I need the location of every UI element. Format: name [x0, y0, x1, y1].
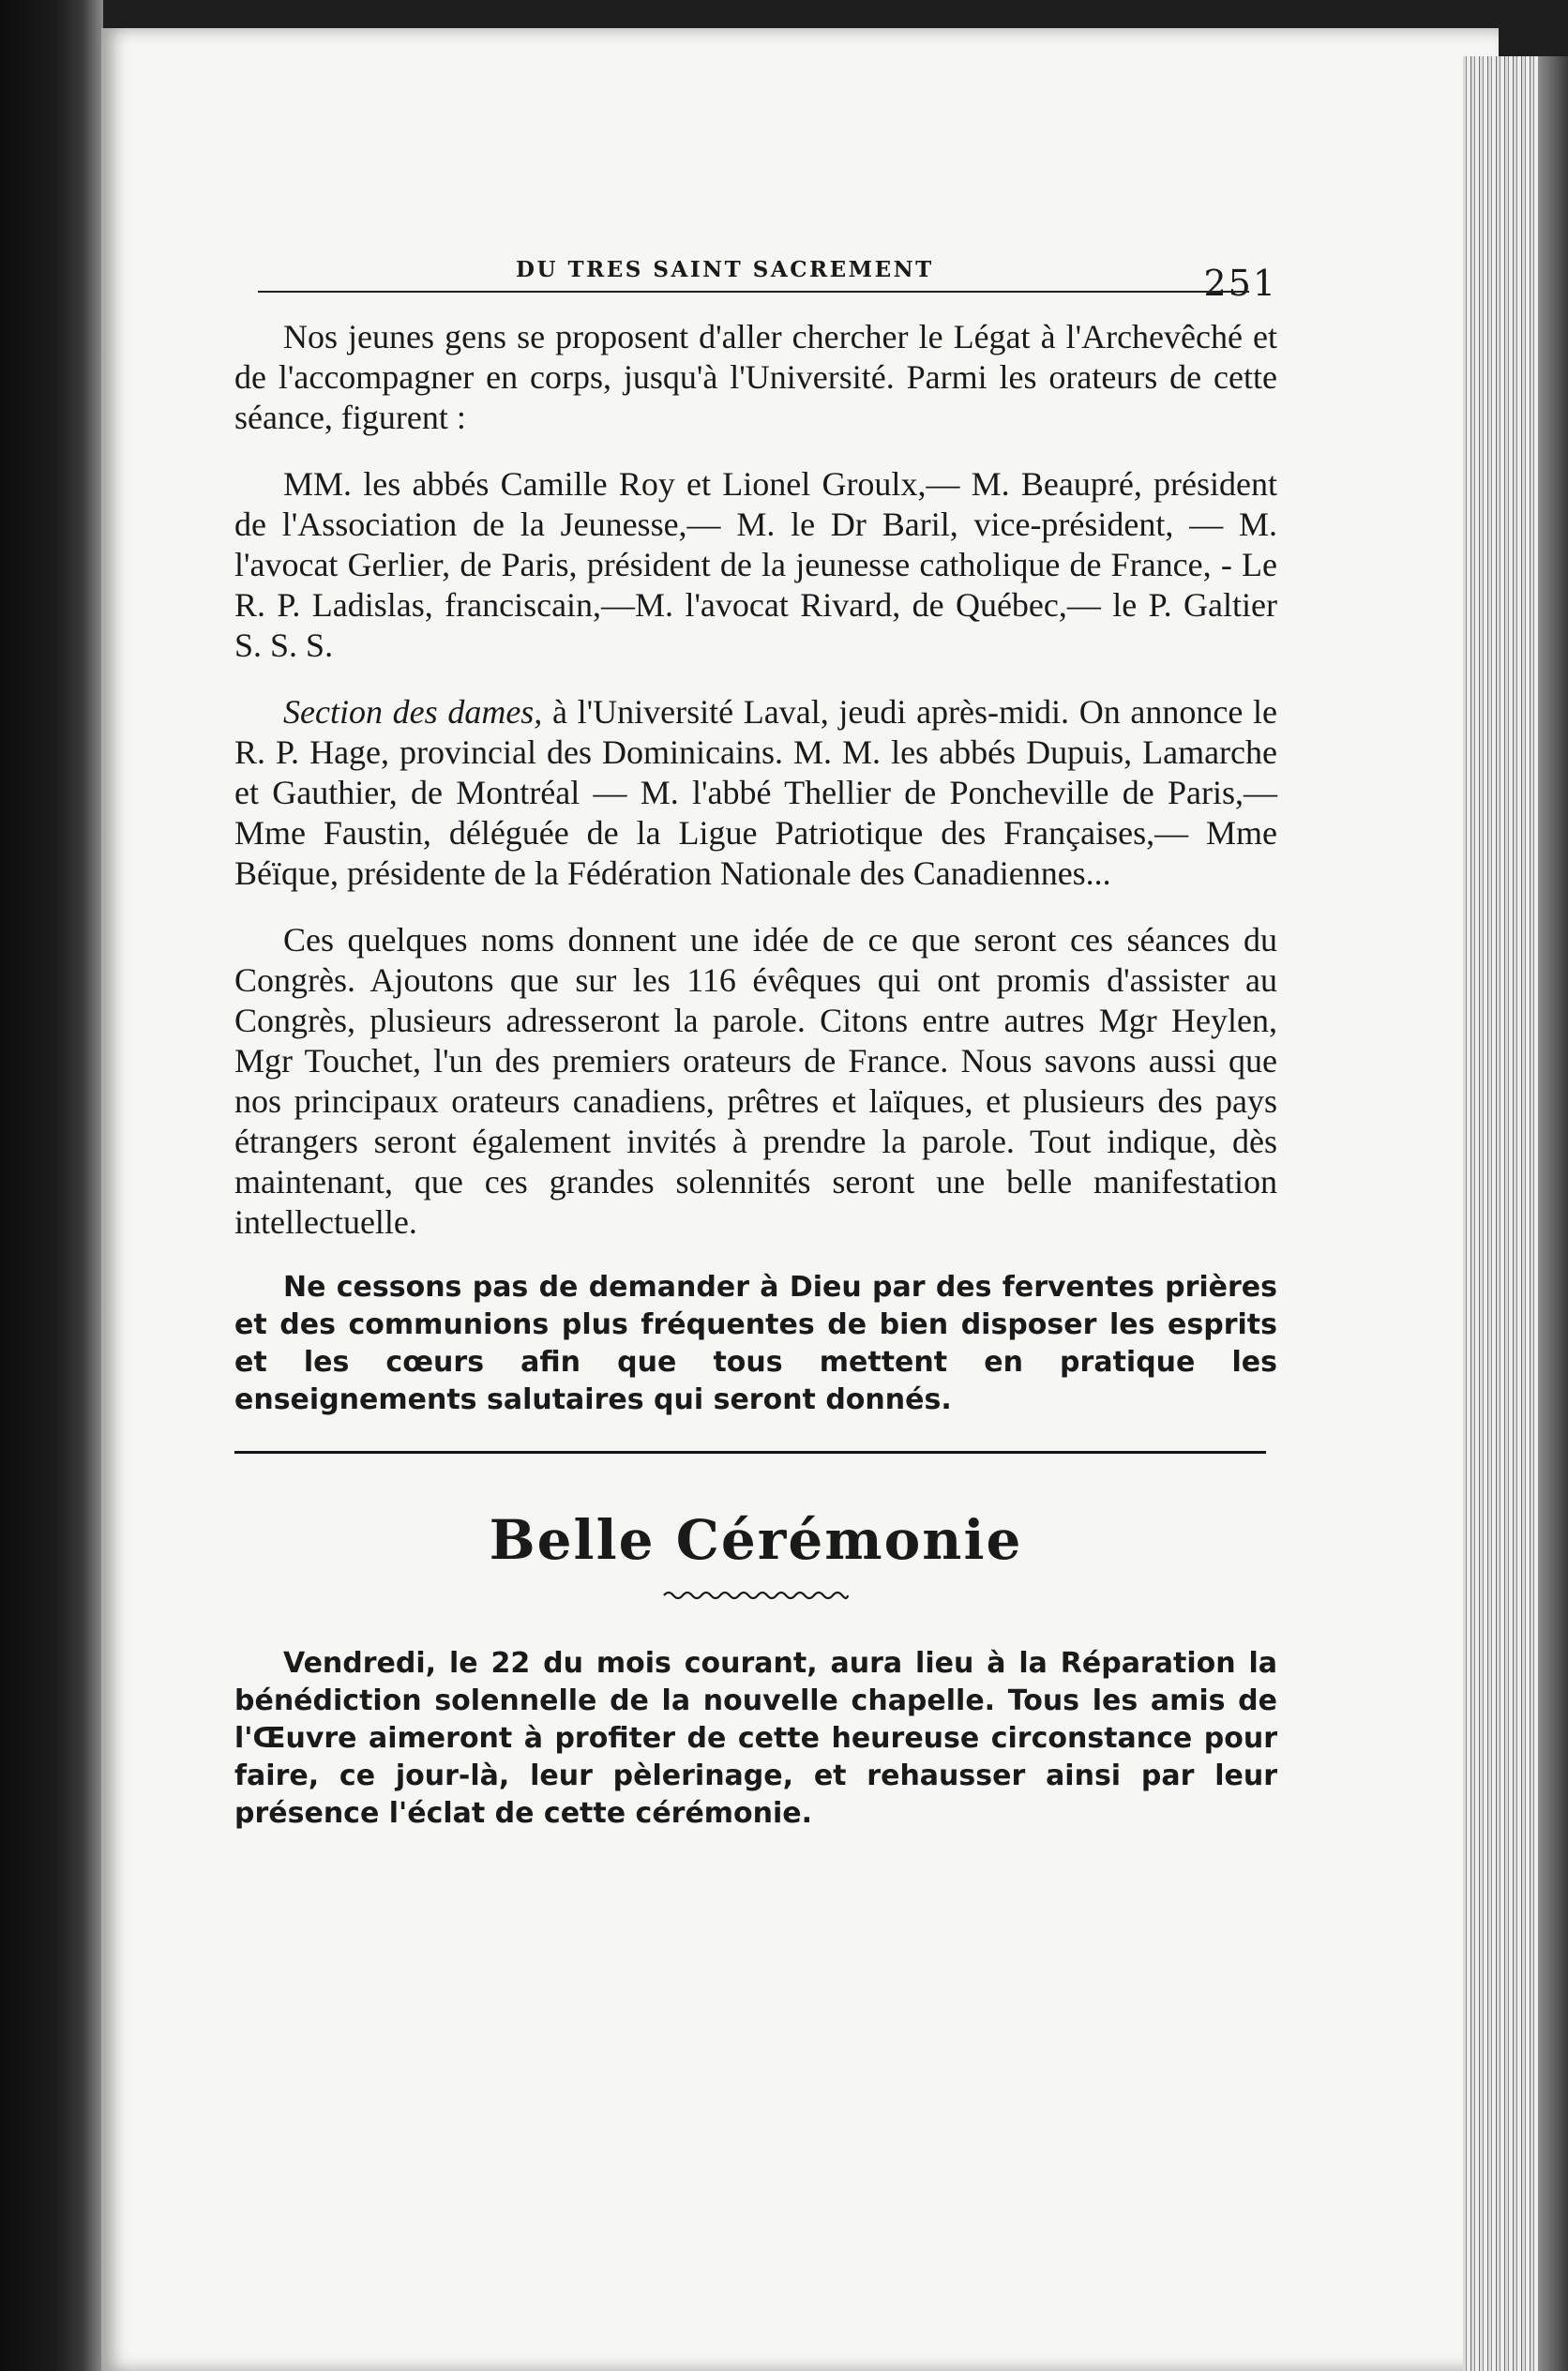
paragraph-prieres: Ne cessons pas de demander à Dieu par des ferventes prières et des communions plus fréquentes de bien disposer les esprits et les cœurs afin que tous mettent en pratique les enseignements salutaires qui seront donnés.: [234, 1271, 1277, 1416]
page-number: 251: [1203, 263, 1277, 304]
paragraph-ceremonie: Vendredi, le 22 du mois courant, aura lieu à la Réparation la bénédiction solennelle de la nouvelle chapelle. Tous les amis de l'Œuvre aimeront à profiter de cette heureuse circonstance pour faire, ce jour-là, leur pèlerinage, et rehausser ainsi par leur présence l'éclat de cette cérémonie.: [234, 1647, 1277, 1830]
paragraph-congres: Ces quelques noms donnent une idée de ce que seront ces séances du Congrès. Ajoutons que sur les 116 évêques qui ont promis d'assister au Congrès, plusieurs adresseront la parole. Citons entre autres Mgr Heylen, Mgr Touchet, l'un des premiers orateurs de France. Nous savons aussi que nos principaux orateurs canadiens, prêtres et laïques, et plusieurs des pays étrangers seront également invités à prendre la parole. Tout indique, dès maintenant, que ces grandes solennités seront une belle manifestation intellectuelle.: [234, 921, 1277, 1241]
section-dames-lead: Section des dames,: [283, 693, 543, 731]
running-head-rule: [258, 291, 1249, 293]
section-divider: [234, 1451, 1266, 1454]
paragraph-orateurs: MM. les abbés Camille Roy et Lionel Groulx,— M. Beaupré, président de l'Association de la Jeunesse,— M. le Dr Baril, vice-président, — M. l'avocat Gerlier, de Paris, président de la jeunesse catholique de France, - Le R. P. Ladislas, franciscain,—M. l'avocat Rivard, de Québec,— le P. Galtier S. S. S.: [234, 465, 1277, 664]
section-dames-text: à l'Université Laval, jeudi après-midi. On annonce le R. P. Hage, provincial des Dominicains. M. M. les abbés Dupuis, Lamarche et Gauthier, de Montréal — M. l'abbé Thellier de Poncheville de Paris,— Mme Faustin, déléguée de la Ligue Patriotique des Françaises,— Mme Béïque, présidente de la Fédération Nationale des Canadiennes...: [234, 693, 1277, 892]
page-edges-shadow: [1538, 56, 1568, 2371]
printed-page: [234, 234, 1277, 1830]
paragraph-legat: Nos jeunes gens se proposent d'aller chercher le Légat à l'Archevêché et de l'accompagner en corps, jusqu'à l'Université. Parmi les orateurs de cette séance, figurent :: [234, 318, 1277, 436]
running-head: [234, 234, 1277, 304]
ceremony-heading: Belle Cérémonie: [489, 1508, 1023, 1572]
running-head-title: DU TRES SAINT SACREMENT: [516, 257, 934, 282]
page-body: [234, 317, 1277, 1859]
paragraph-section-dames: [234, 692, 1277, 894]
wavy-ornament-icon: [662, 1589, 850, 1602]
book-binding-shadow: [0, 0, 103, 2371]
